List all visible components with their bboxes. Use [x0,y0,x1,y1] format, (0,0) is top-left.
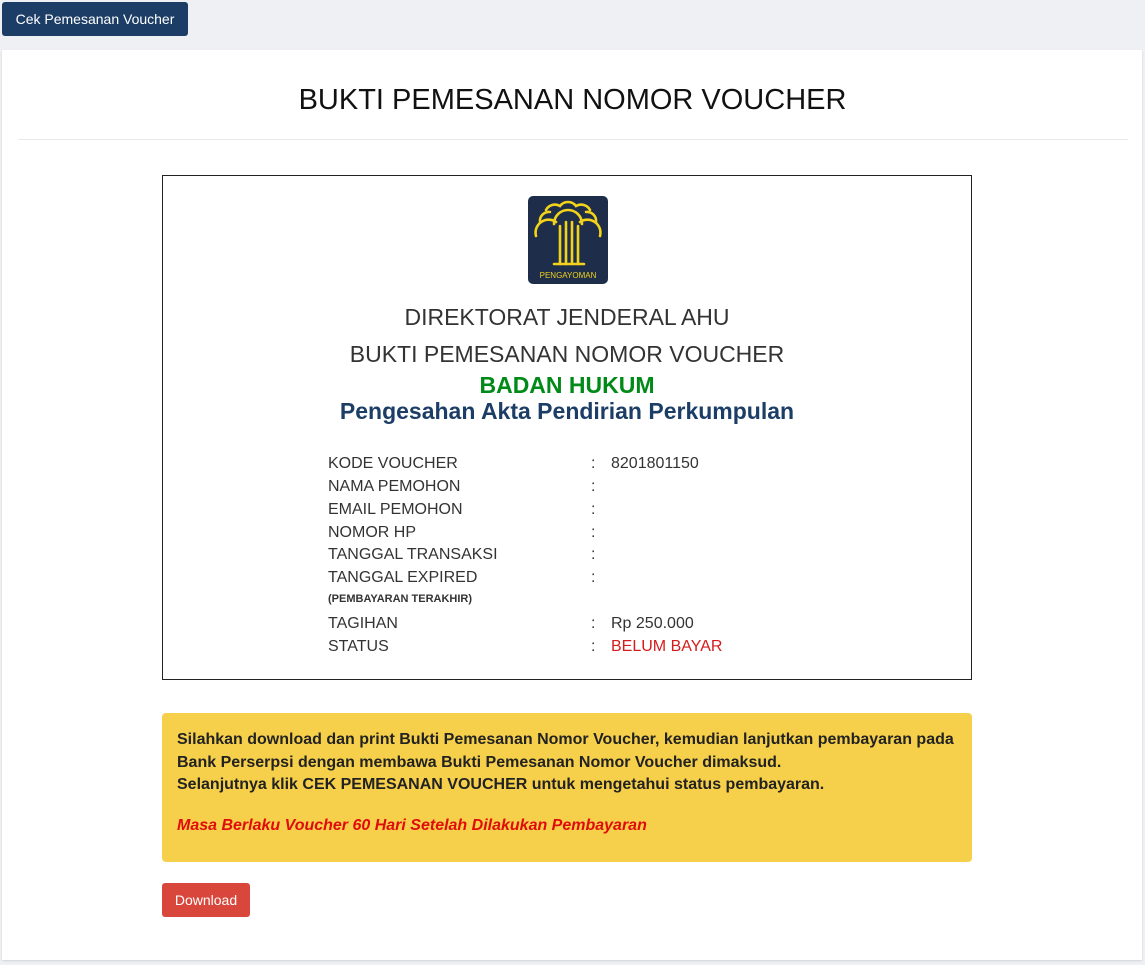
field-label: TANGGAL EXPIRED [328,569,478,586]
status-badge: BELUM BAYAR [611,638,723,655]
field-separator: : [591,638,596,655]
field-separator: : [591,546,596,563]
field-label: TAGIHAN [328,615,398,632]
field-separator: : [591,569,596,586]
field-separator: : [591,478,596,495]
notice-line-3: Selanjutnya klik CEK PEMESANAN VOUCHER untuk mengetahui status pembayaran. [177,776,825,793]
title-divider [18,139,1128,140]
field-label: EMAIL PEMOHON [328,501,463,518]
field-label: NOMOR HP [328,524,416,541]
field-label: KODE VOUCHER [328,455,458,472]
download-button[interactable]: Download [162,883,250,917]
field-separator: : [591,615,596,632]
expired-note: (PEMBAYARAN TERAKHIR) [328,593,473,605]
pengayoman-tree-icon [528,196,608,284]
field-label: TANGGAL TRANSAKSI [328,546,498,563]
notice-line-1: Silahkan download dan print Bukti Pemesanan Nomor Voucher, kemudian lanjutkan pembayaran pada [177,731,954,748]
tagihan-value: Rp 250.000 [611,615,694,632]
field-row-kode-voucher [328,453,928,475]
field-row-nomor-hp [328,522,928,544]
field-row-tagihan [328,613,928,635]
field-label: STATUS [328,638,389,655]
field-row-tanggal-transaksi [328,544,928,566]
category-title: BADAN HUKUM [479,372,655,398]
field-row-email-pemohon [328,499,928,521]
field-separator: : [591,524,596,541]
kode-voucher-value: 8201801150 [611,455,699,472]
service-title: Pengesahan Akta Pendirian Perkumpulan [339,398,795,424]
field-row-status [328,636,928,658]
receipt-title: BUKTI PEMESANAN NOMOR VOUCHER [349,341,785,367]
field-row-tanggal-expired [328,567,928,589]
cek-pemesanan-voucher-button[interactable]: Cek Pemesanan Voucher [2,2,188,36]
svg-text:PENGAYOMAN: PENGAYOMAN [539,271,597,280]
organization-name: DIREKTORAT JENDERAL AHU [404,304,730,330]
validity-warning: Masa Berlaku Voucher 60 Hari Setelah Dilakukan Pembayaran [177,817,647,834]
field-label: NAMA PEMOHON [328,478,461,495]
field-row-nama-pemohon [328,476,928,498]
notice-line-2: Bank Perserpsi dengan membawa Bukti Pemesanan Nomor Voucher dimaksud. [177,754,782,771]
field-separator: : [591,501,596,518]
page-title: BUKTI PEMESANAN NOMOR VOUCHER [298,84,847,116]
field-separator: : [591,455,596,472]
payment-notice [162,713,972,862]
voucher-receipt [162,175,972,680]
pengayoman-logo [528,196,608,284]
